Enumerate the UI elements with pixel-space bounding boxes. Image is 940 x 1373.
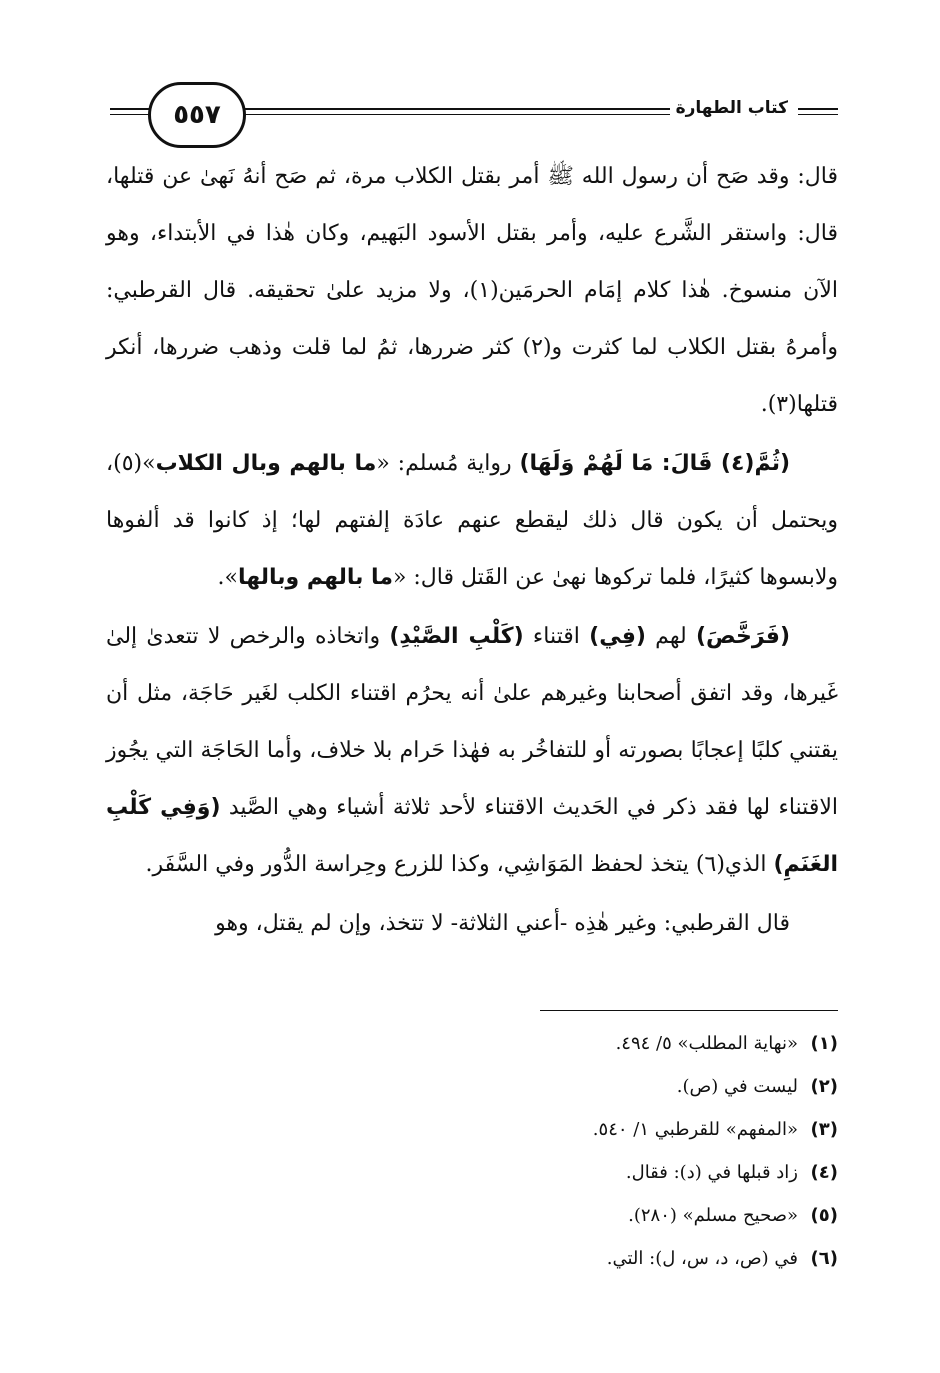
paragraph: قال: وقد صَح أن رسول الله ﷺ أمر بقتل الكلاب مرة، ثم صَح أنهُ نَهىٰ عن قتلها، قال: واستقر الشَّرع عليه، وأمر بقتل الأسود البَهيم، وكان هٰذا في الأبتداء، وهو الآن منسوخ. هٰذا كلام إمَام الحرمَين(١)، ولا مزيد علىٰ تحقيقه. قال القرطبي: وأمرهُ بقتل الكلاب لما كثرت و(٢) كثر ضررها، ثمُ لما قلت وذهب ضررها، أنكر قتلها(٣). (106, 164, 838, 417)
footnote (418, 1108, 838, 1151)
quoted-hadith: ما بالهم وبال الكلاب (155, 451, 377, 476)
header-rule (200, 114, 688, 115)
header-rule (798, 108, 838, 110)
main-text (106, 148, 838, 952)
footnote-text: «المفهم» للقرطبي ١/ ٥٤٠. (592, 1119, 798, 1140)
footnote-text: ليست في (ص). (676, 1076, 798, 1097)
text-run: الذي(٦) يتخذ لحفظ المَوَاشِي، وكذا للزرع وحِراسة الدُّور وفي السَّفَر. (145, 852, 774, 877)
footnote-number: (٦) (810, 1248, 838, 1269)
quoted-hadith: ما بالهم وبالها (237, 565, 393, 590)
footnote (418, 1065, 838, 1108)
footnote-number: (٣) (810, 1119, 838, 1140)
text-run: رواية مُسلم: « (376, 451, 520, 476)
footnote-number: (١) (810, 1033, 838, 1054)
text-run: ». (217, 565, 238, 590)
text-run: لهم (645, 624, 696, 649)
running-header (110, 92, 838, 148)
paragraph (106, 435, 838, 606)
quoted-hadith: (ثُمَّ(٤) قَالَ: مَا لَهُمْ وَلَهَا) (519, 451, 791, 476)
paragraph (106, 608, 838, 893)
text-run: اقتناء (523, 624, 590, 649)
footnote (418, 1151, 838, 1194)
footnote-number: (٤) (810, 1162, 838, 1183)
footnote-number: (٢) (810, 1076, 838, 1097)
quoted-hadith: (وَفِي كَلْبِ الغَنَمِ) (106, 795, 838, 877)
text-run: »(٥)، ويحتمل أن يكون قال ذلك ليقطع عنهم عادَة إلفتهم لها؛ إذ كانوا قد ألفوها ولابسوها كثيرًا، فلما تركوها نهىٰ عن القَتل قال: « (106, 451, 838, 590)
header-rule (110, 108, 150, 110)
header-rule (200, 108, 688, 110)
paragraph: قال القرطبي: وغير هٰذِه -أعني الثلاثة- لا تتخذ، وإن لم يقتل، وهو (215, 911, 790, 936)
footnote-separator (540, 1010, 838, 1011)
footnote (418, 1237, 838, 1280)
footnote-text: في (ص، د، س، ل): التي. (606, 1248, 798, 1269)
footnotes (418, 1022, 838, 1280)
text-run: واتخاذه والرخص لا تتعدىٰ إلىٰ غَيرها، وقد اتفق أصحابنا وغيرهم علىٰ أنه يحرُم اقتناء الكلب لغَير حَاجَة، مثل أن يقتني كلبًا إعجابًا بصورته أو للتفاخُر به فهٰذا حَرام بلا خلاف، وأما الحَاجَة التي يجُوز الاقتناء لها فقد ذكر في الحَديث الاقتناء لأحد ثلاثة أشياء وهي الصَّيد (106, 624, 838, 820)
footnote-number: (٥) (810, 1205, 838, 1226)
quoted-hadith: (فِي) (589, 624, 646, 649)
quoted-hadith: (كَلْبِ الصَّيْدِ) (389, 624, 524, 649)
page-number: ٥٥٧ (148, 82, 246, 148)
footnote-text: «نهاية المطلب» ٥/ ٤٩٤. (615, 1033, 798, 1054)
header-rule (798, 114, 838, 115)
footnote (418, 1194, 838, 1237)
quoted-hadith: (فَرَخَّصَ) (695, 624, 791, 649)
footnote-text: «صحيح مسلم» (٢٨٠). (628, 1205, 798, 1226)
header-rule (110, 114, 150, 115)
footnote-text: زاد قبلها في (د): فقال. (625, 1162, 798, 1183)
chapter-title: كتاب الطهارة (670, 98, 794, 118)
footnote (418, 1022, 838, 1065)
